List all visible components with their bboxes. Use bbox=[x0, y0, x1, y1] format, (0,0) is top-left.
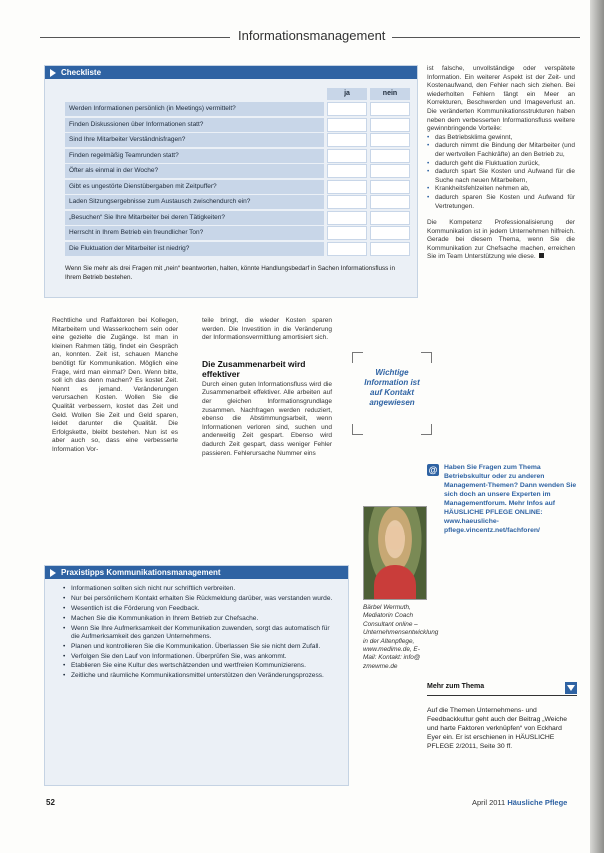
checklist-row bbox=[65, 195, 410, 209]
triangle-icon bbox=[50, 569, 56, 577]
body-paragraph: Die Kompetenz Professionalisierung der Kommunikation ist in jedem Unternehmen hilfreich. Gerade bei diesem Thema, wenn Sie die Kommunikation zur Chefsache machen, erreichen Sie im Team Unterstützung wie diese. bbox=[427, 219, 575, 261]
question: Die Fluktuation der Mitarbeiter ist niedrig? bbox=[65, 242, 324, 256]
checklist-row bbox=[65, 102, 410, 116]
no-cell[interactable] bbox=[370, 211, 410, 225]
no-cell[interactable] bbox=[370, 242, 410, 256]
tips-title: Praxistipps Kommunikationsmanagement bbox=[61, 568, 221, 577]
more-on-topic-text: Auf die Themen Unternehmens- und Feedbackkultur geht auch der Beitrag „Weiche und harte Faktoren verknüpfen“ von Eckhard Eyer ein. Er ist erschienen in HÄUSLICHE PFLEGE 2/2011, Seite 30 ff. bbox=[427, 707, 568, 750]
col-no-header: nein bbox=[370, 88, 410, 100]
tip-item: • Etablieren Sie eine Kultur des wertschätzenden und wertfreien Kommunizierens. bbox=[65, 662, 340, 670]
question: Sind Ihre Mitarbeiter Verständnisfragen? bbox=[65, 133, 324, 147]
tip-item: • Machen Sie die Kommunikation in Ihrem Betrieb zur Chefsache. bbox=[65, 615, 340, 623]
yes-cell[interactable] bbox=[327, 242, 367, 256]
at-sign-icon: @ bbox=[428, 465, 438, 475]
tip-item: • Informationen sollten sich nicht nur schriftlich verbreiten. bbox=[65, 585, 340, 593]
page-edge bbox=[590, 0, 604, 853]
pull-quote bbox=[352, 352, 432, 435]
list-item: • das Betriebsklima gewinnt, bbox=[427, 134, 575, 143]
checklist-head-row bbox=[65, 88, 410, 100]
checklist-note: Wenn Sie mehr als drei Fragen mit „nein“ beantworten, halten, könnte Handlungsbedarf in Sachen Informationsfluss in Ihrem Betrieb bestehen. bbox=[65, 265, 395, 281]
tips-list bbox=[45, 585, 348, 681]
tips-header bbox=[45, 566, 348, 579]
list-item: • Krankheitsfehlzeiten nehmen ab, bbox=[427, 185, 575, 194]
advantages-list bbox=[427, 134, 575, 211]
tip-item: • Planen und kontrollieren Sie die Kommunikation. Überlassen Sie sie nicht dem Zufall. bbox=[65, 643, 340, 651]
issue-date: April 2011 bbox=[472, 798, 506, 807]
list-item: • dadurch sparen Sie Kosten und Aufwand für Vertretungen. bbox=[427, 194, 575, 211]
more-on-topic-label: Mehr zum Thema bbox=[427, 683, 485, 690]
question: Finden regelmäßig Teamrunden statt? bbox=[65, 149, 324, 163]
yes-cell[interactable] bbox=[327, 226, 367, 240]
body-column-right bbox=[427, 65, 575, 262]
running-header bbox=[40, 28, 580, 46]
no-cell[interactable] bbox=[370, 164, 410, 178]
no-cell[interactable] bbox=[370, 118, 410, 132]
yes-cell[interactable] bbox=[327, 195, 367, 209]
body-column-left bbox=[52, 317, 178, 455]
yes-cell[interactable] bbox=[327, 133, 367, 147]
checklist-row bbox=[65, 133, 410, 147]
list-item: • dadurch nimmt die Bindung der Mitarbeiter (und der wertvollen Fachkräfte) an den Betrieb zu, bbox=[427, 142, 575, 159]
question: „Besuchen“ Sie Ihre Mitarbeiter bei deren Tätigkeiten? bbox=[65, 211, 324, 225]
pull-quote-text: Wichtige Information ist auf Kontakt angewiesen bbox=[364, 368, 420, 407]
body-paragraph: Rechtliche und Ratfaktoren bei Kollegen, Mitarbeitern und Wasserkochern sein oder eine gezielte die Zugänge. Ist man in kleinen Rahmen tätig, findet ein Gespräch an, konnten. Zeit ist, schauen Manche benötigt für Kommunikation. Möglich eine Frage, wird man einmal? Den. Wenn bitte, soll ich das denn machen? Es kostet Zeit. Nennt es jemand. Veränderungen verursachen Kosten. Wollen Sie die Qualität verbessern, kostet das Zeit und Geld. Wollen Sie Zeit und Geld sparen, leidet darunter die Qualität. Die Erfolgskette, bleibt bestehen. Nun ist es aber auch so, dass eine verbesserte Information Vor- bbox=[52, 317, 178, 453]
tips-box bbox=[44, 565, 349, 786]
yes-cell[interactable] bbox=[327, 211, 367, 225]
body-column-middle bbox=[202, 317, 332, 458]
checklist-row bbox=[65, 118, 410, 132]
yes-cell[interactable] bbox=[327, 118, 367, 132]
tip-item: • Verfolgen Sie den Lauf von Informationen. Überprüfen Sie, was ankommt. bbox=[65, 653, 340, 661]
no-cell[interactable] bbox=[370, 149, 410, 163]
author-caption: Bärbel Wermuth, Mediatorin Coach Consultant online – Unternehmensentwicklung in der Altenpflege, www.medime.de, E-Mail: Kontakt: info@ zmewme.de bbox=[363, 604, 439, 670]
header-title: Informationsmanagement bbox=[238, 28, 386, 43]
checklist-header bbox=[45, 66, 417, 79]
more-on-topic-box bbox=[427, 683, 577, 751]
footer-issue bbox=[472, 798, 567, 807]
body-paragraph: Durch einen guten Informationsfluss wird die Zusammenarbeit effektiver. Alle arbeiten auf der gleichen Informationsgrundlage zusammen. Nachfragen werden reduziert, ebenso die Abstimmungsarbeit, wenn Informationen verloren sind, suchen und anderweitig Zeit gespart. Ebenso wird dadurch Zeit gespart, dass weniger Fehler passieren. Fehlerursache Nummer eins bbox=[202, 380, 332, 457]
question: Herrscht in Ihrem Betrieb ein freundlicher Ton? bbox=[65, 226, 324, 240]
forum-info-text[interactable]: Haben Sie Fragen zum Thema Betriebskultur oder zu anderen Management-Themen? Dann wenden Sie sich doch an unsere Experten im Managementforum. Mehr Infos auf HÄUSLICHE PFLEGE ONLINE: www.haeusliche-pflege.vincentz.net/fachforen/ bbox=[444, 464, 577, 534]
checklist-row bbox=[65, 226, 410, 240]
body-paragraph: teile bringt, die wieder Kosten sparen werden. Die Investition in die Veränderung der Informationsvermittlung amortisiert sich. bbox=[202, 317, 332, 342]
no-cell[interactable] bbox=[370, 180, 410, 194]
checklist-row bbox=[65, 149, 410, 163]
magazine-name: Häusliche Pflege bbox=[507, 798, 568, 807]
tip-item: • Wesentlich ist die Förderung von Feedback. bbox=[65, 605, 340, 613]
col-yes-header: ja bbox=[327, 88, 367, 100]
more-on-topic-bar bbox=[427, 683, 577, 696]
list-item: • dadurch spart Sie Kosten und Aufwand für die Suche nach neuen Mitarbeitern, bbox=[427, 168, 575, 185]
checklist-box bbox=[44, 65, 418, 298]
body-paragraph: ist falsche, unvollständige oder verspätete Information. Ein weiterer Aspekt ist der Zeit- und Kostenaufwand, den Fehler nach sich ziehen. Bei wiederholten Fehlern fängt ein Meer an Korrekturen, Beschwerden und Imageverlust an. Die veränderten Kommunikationsstrukturen haben neben dem verbesserten Informationsfluss weitere gewinnbringende Vorteile: bbox=[427, 65, 575, 133]
no-cell[interactable] bbox=[370, 102, 410, 116]
checklist-row bbox=[65, 164, 410, 178]
question: Werden Informationen persönlich (in Meetings) vermittelt? bbox=[65, 102, 324, 116]
question: Laden Sitzungsergebnisse zum Austausch zwischendurch ein? bbox=[65, 195, 324, 209]
checklist-row bbox=[65, 242, 410, 256]
checklist-title: Checkliste bbox=[61, 68, 102, 77]
arrow-down-icon bbox=[565, 682, 577, 694]
page-number: 52 bbox=[46, 798, 55, 807]
question: Gibt es ungestörte Dienstübergaben mit Zeitpuffer? bbox=[65, 180, 324, 194]
checklist-row bbox=[65, 180, 410, 194]
tip-item: • Wenn Sie Ihre Aufmerksamkeit der Kommunikation zuwenden, sorgt das automatisch für die Aufmerksamkeit des ganzen Unternehmens. bbox=[65, 625, 340, 641]
section-heading: Die Zusammenarbeit wird effektiver bbox=[202, 358, 306, 379]
yes-cell[interactable] bbox=[327, 149, 367, 163]
no-cell[interactable] bbox=[370, 133, 410, 147]
author-photo bbox=[363, 506, 427, 600]
checklist-row bbox=[65, 211, 410, 225]
tip-item: • Zeitliche und räumliche Kommunikationsmittel unterstützen den Veränderungsprozess. bbox=[65, 672, 340, 680]
list-item: • dadurch geht die Fluktuation zurück, bbox=[427, 160, 575, 169]
no-cell[interactable] bbox=[370, 226, 410, 240]
checklist-table bbox=[65, 88, 410, 257]
yes-cell[interactable] bbox=[327, 164, 367, 178]
question: Öfter als einmal in der Woche? bbox=[65, 164, 324, 178]
end-mark-icon bbox=[539, 253, 544, 258]
forum-info-box bbox=[427, 463, 577, 535]
question: Finden Diskussionen über Informationen statt? bbox=[65, 118, 324, 132]
triangle-icon bbox=[50, 69, 56, 77]
yes-cell[interactable] bbox=[327, 102, 367, 116]
yes-cell[interactable] bbox=[327, 180, 367, 194]
tip-item: • Nur bei persönlichem Kontakt erhalten Sie Rückmeldung darüber, was verstanden wurde. bbox=[65, 595, 340, 603]
no-cell[interactable] bbox=[370, 195, 410, 209]
